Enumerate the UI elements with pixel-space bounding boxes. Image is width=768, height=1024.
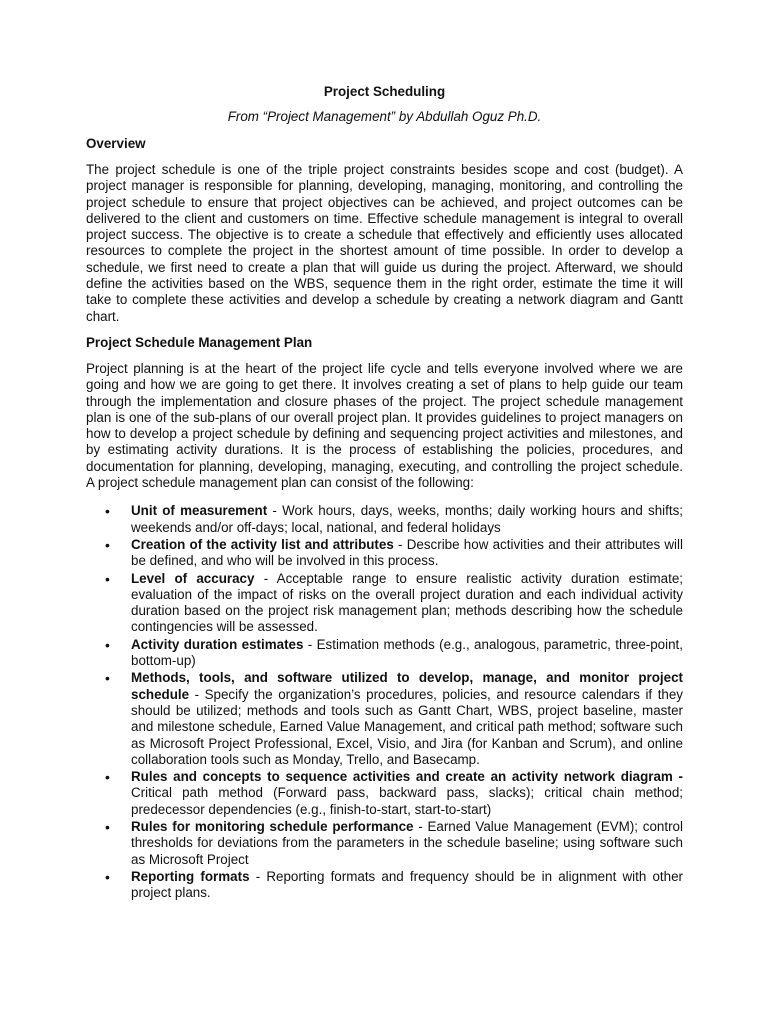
bullet-text: - Work hours, days, weeks, months; daily working hours and shifts; weekends and/or off-days; local, national, and federal holidays	[131, 503, 684, 535]
overview-paragraph: The project schedule is one of the triple project constraints besides scope and cost (budget). A project manager is responsible for planning, developing, managing, monitoring, and controlling the project schedule to ensure that project objectives can be achieved, and project outcomes can be delivered to the client and customers on time. Effective schedule management is integral to overall project success. The objective is to create a schedule that effectively and efficiently uses allocated resources to complete the project in the shortest amount of time possible. In order to develop a schedule, we first need to create a plan that will guide us during the project. Afterward, we should define the activities based on the WBS, sequence them in the right order, estimate the time it will take to complete these activities and develop a schedule by creating a network diagram and Gantt chart.	[86, 162, 683, 324]
list-item	[86, 503, 683, 536]
bullet-term: Activity duration estimates	[131, 636, 304, 652]
section-heading-schedule-plan: Project Schedule Management Plan	[86, 334, 313, 350]
bullet-text: - Reporting formats and frequency should be in alignment with other project plans.	[131, 868, 683, 901]
list-item	[86, 670, 683, 768]
bullet-text: - Acceptable range to ensure realistic activity duration estimate; evaluation of the impact of risks on the overall project duration and each individual activity duration based on the project risk management plan; methods describing how the schedule contingencies will be assessed.	[131, 570, 683, 635]
bullet-term: Rules for monitoring schedule performance	[131, 818, 414, 834]
schedule-plan-paragraph: Project planning is at the heart of the project life cycle and tells everyone involved where we are going and how we are going to get there. It involves creating a set of plans to help guide our team through the implementation and closure phases of the project. The project schedule management plan is one of the sub-plans of our overall project plan. It provides guidelines to project managers on how to develop a project schedule by defining and sequencing project activities and milestones, and by estimating activity durations. It is the process of establishing the policies, procedures, and documentation for planning, developing, managing, executing, and controlling the project schedule. A project schedule management plan can consist of the following:	[86, 360, 683, 491]
document-title: Project Scheduling	[323, 84, 446, 99]
bullet-icon: •	[105, 670, 110, 687]
list-item	[86, 819, 683, 868]
bullet-term: Methods, tools, and software utilized to develop, manage, and monitor project schedule	[131, 670, 683, 702]
bullet-term: Reporting formats	[131, 868, 250, 884]
section-heading-overview: Overview	[86, 136, 146, 151]
bullet-term: Unit of measurement	[131, 503, 268, 519]
schedule-plan-bullet-list	[86, 503, 683, 901]
bullet-icon: •	[105, 636, 110, 653]
bullet-term: Level of accuracy	[131, 570, 255, 586]
bullet-icon: •	[105, 536, 110, 553]
list-item	[86, 869, 683, 902]
bullet-text: - Specify the organization’s procedures, policies, and resource calendars if they should be utilized; methods and tools such as Gantt Chart, WBS, project baseline, master and milestone schedule, Earned Value Management, and critical path method; software such as Microsoft Project Professional, Excel, Visio, and Jira (for Kanban and Scrum), and online collaboration tools such as Monday, Trello, and Basecamp.	[131, 686, 683, 767]
bullet-text: - Estimation methods (e.g., analogous, parametric, three-point, bottom-up)	[131, 636, 683, 669]
bullet-icon: •	[105, 818, 110, 835]
list-item	[86, 769, 683, 818]
document-page	[86, 84, 683, 902]
bullet-icon: •	[105, 570, 110, 587]
list-item	[86, 637, 683, 670]
bullet-text: - Describe how activities and their attributes will be defined, and who will be involved in this process.	[131, 536, 683, 569]
bullet-icon: •	[105, 868, 110, 885]
bullet-term: Creation of the activity list and attributes	[131, 536, 394, 552]
bullet-icon: •	[105, 503, 110, 520]
bullet-icon: •	[105, 769, 110, 786]
document-subtitle: From “Project Management” by Abdullah Oguz Ph.D.	[227, 109, 542, 124]
bullet-text: - Earned Value Management (EVM); control thresholds for deviations from the parameters in the schedule baseline; using software such as Microsoft Project	[131, 818, 683, 867]
bullet-term: Rules and concepts to sequence activities and create an activity network diagram -	[131, 769, 683, 785]
list-item	[86, 537, 683, 570]
list-item	[86, 571, 683, 636]
bullet-text: Critical path method (Forward pass, backward pass, slacks); critical chain method; predecessor dependencies (e.g., finish-to-start, start-to-start)	[131, 785, 683, 817]
